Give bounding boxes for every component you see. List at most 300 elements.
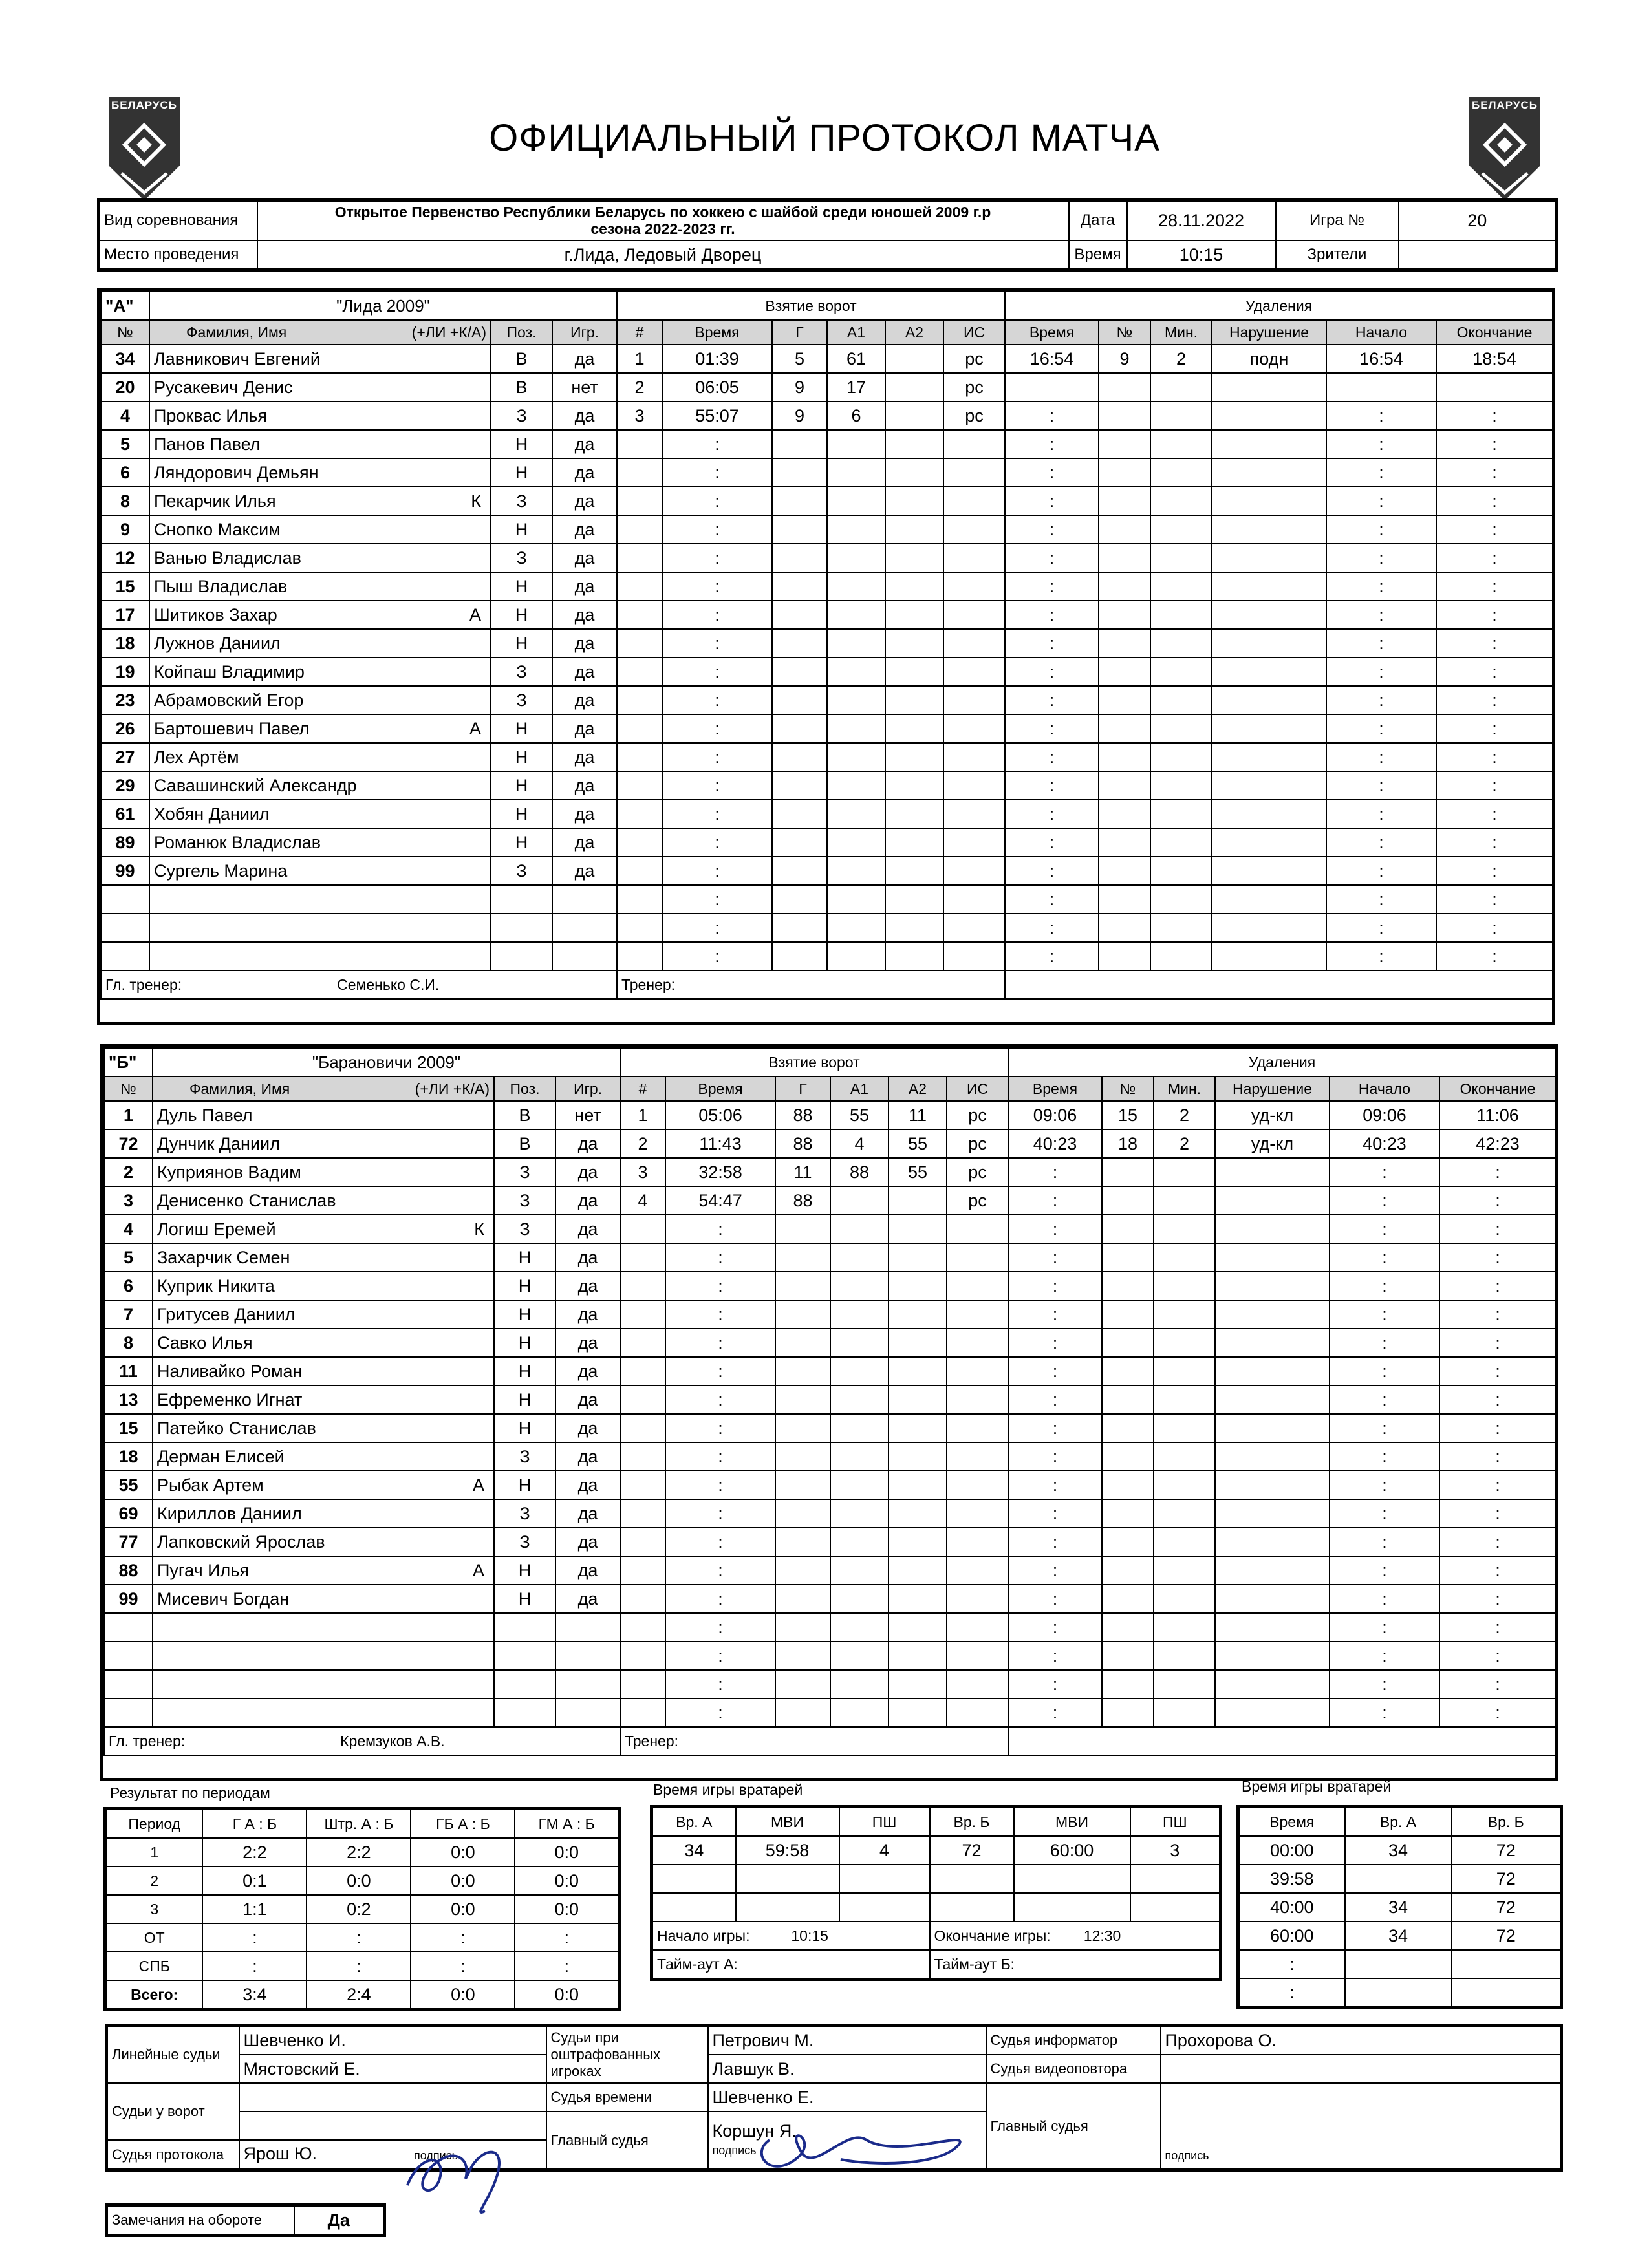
goal-empty <box>772 430 827 458</box>
col-pen-no: № <box>1102 1076 1154 1101</box>
goal-g: 9 <box>772 373 827 401</box>
goal-empty <box>827 572 885 601</box>
player-name-cell <box>153 1357 494 1385</box>
penalty-empty: : <box>1326 572 1436 601</box>
goal-empty <box>947 1300 1008 1329</box>
player-position: Н <box>491 743 552 771</box>
goal-empty <box>947 1243 1008 1272</box>
col-start: Начало <box>1326 320 1436 345</box>
period-cell: 0:0 <box>411 1838 515 1867</box>
player-name: Шитиков Захар <box>154 605 277 625</box>
end-label: Окончание игры: <box>934 1927 1051 1944</box>
penalty-time: 40:23 <box>1008 1129 1102 1158</box>
penalties-footer <box>1005 970 1553 999</box>
penalty-row <box>1005 828 1553 857</box>
period-cell: СПБ <box>105 1952 203 1980</box>
penalty-row <box>1005 515 1553 544</box>
goal-row <box>617 345 1005 373</box>
player-played: да <box>552 800 617 828</box>
penalty-empty: : <box>1330 1357 1439 1385</box>
period-cell: 2:4 <box>307 1980 411 2010</box>
table-row <box>101 914 617 942</box>
player-name: Рыбак Артем <box>157 1475 264 1495</box>
goal-row <box>620 1129 1008 1158</box>
goal-time: 32:58 <box>665 1158 775 1186</box>
goal-empty: : <box>665 1272 775 1300</box>
player-name: Бартошевич Павел <box>154 719 310 738</box>
penalty-empty: : <box>1436 458 1553 487</box>
goal-empty <box>943 771 1005 800</box>
player-name: Лавникович Евгений <box>154 349 320 369</box>
penalty-empty: : <box>1330 1499 1439 1528</box>
period-row <box>105 1867 620 1895</box>
goal-empty <box>827 828 885 857</box>
goal-empty <box>947 1585 1008 1613</box>
penalty-empty <box>1102 1613 1154 1642</box>
timekeeper-label: Судья времени <box>546 2083 708 2112</box>
goal-row <box>620 1357 1008 1385</box>
penalty-empty: : <box>1326 458 1436 487</box>
player-number <box>101 942 149 970</box>
penalty-empty: : <box>1436 743 1553 771</box>
goal-empty <box>620 1585 665 1613</box>
penalty-empty <box>1102 1642 1154 1670</box>
player-name-cell <box>149 345 491 373</box>
goal-empty <box>617 857 662 885</box>
col-pen-time: Время <box>1008 1076 1102 1101</box>
goalie-time-cell: 60:00 <box>1014 1836 1130 1865</box>
goal-empty <box>772 942 827 970</box>
penalty-empty: : <box>1436 658 1553 686</box>
referee2-label: Главный судья <box>986 2083 1161 2170</box>
goalie-change-cell <box>1452 1978 1562 2008</box>
goal-row <box>617 601 1005 629</box>
player-name-cell <box>153 1642 494 1670</box>
penalty-empty: : <box>1330 1471 1439 1499</box>
goal-empty <box>943 714 1005 743</box>
goal-empty <box>772 601 827 629</box>
goal-empty <box>885 487 943 515</box>
player-position: З <box>494 1499 555 1528</box>
table-row <box>104 1698 620 1727</box>
referee: Коршун Я. <box>712 2121 797 2141</box>
penalty-empty: : <box>1436 942 1553 970</box>
penalty-empty: : <box>1436 401 1553 430</box>
penalty-empty: : <box>1439 1357 1556 1385</box>
goal-empty <box>943 544 1005 572</box>
penalty-empty: : <box>1330 1528 1439 1556</box>
col-pos: Поз. <box>494 1076 555 1101</box>
col-a2: А2 <box>889 1076 947 1101</box>
player-number: 29 <box>101 771 149 800</box>
goal-empty <box>885 430 943 458</box>
goalie-change-col: Вр. Б <box>1452 1807 1562 1837</box>
player-played <box>552 942 617 970</box>
goal-empty <box>827 430 885 458</box>
player-played: да <box>555 1556 620 1585</box>
goalie-change-col: Время <box>1238 1807 1345 1837</box>
goal-empty <box>889 1670 947 1698</box>
goal-empty <box>617 828 662 857</box>
penalty-empty <box>1212 942 1326 970</box>
player-played: нет <box>552 373 617 401</box>
goal-empty <box>947 1329 1008 1357</box>
penalty-empty <box>1099 544 1150 572</box>
penalty-empty <box>1099 458 1150 487</box>
penalty-empty: : <box>1005 458 1099 487</box>
goal-empty: : <box>662 771 772 800</box>
goal-empty <box>617 714 662 743</box>
player-name: Куприянов Вадим <box>157 1162 301 1182</box>
timekeeper: Шевченко Е. <box>708 2083 986 2112</box>
penalty-empty: : <box>1008 1642 1102 1670</box>
penalty-empty <box>1215 1670 1330 1698</box>
goal-empty: : <box>662 914 772 942</box>
goal-row <box>617 401 1005 430</box>
goal-empty <box>617 515 662 544</box>
player-name-cell <box>153 1129 494 1158</box>
goal-empty <box>617 458 662 487</box>
goal-empty <box>889 1272 947 1300</box>
table-row <box>101 686 617 714</box>
penalty-row <box>1008 1357 1556 1385</box>
penalty-min: 2 <box>1154 1101 1215 1129</box>
goal-g: 11 <box>775 1158 830 1186</box>
penalty-empty: : <box>1439 1698 1556 1727</box>
penalty-empty <box>1102 1670 1154 1698</box>
table-row <box>104 1300 620 1329</box>
goal-empty <box>830 1528 889 1556</box>
player-name-cell <box>149 658 491 686</box>
penalty-empty <box>1099 714 1150 743</box>
penalty-empty <box>1154 1528 1215 1556</box>
goal-empty <box>617 629 662 658</box>
goal-empty <box>772 487 827 515</box>
goal-empty <box>617 800 662 828</box>
goal-empty <box>775 1329 830 1357</box>
player-name: Койпаш Владимир <box>154 662 305 681</box>
penalty-row <box>1008 1243 1556 1272</box>
player-position: З <box>491 658 552 686</box>
penalty-row <box>1008 1329 1556 1357</box>
penalty-empty: : <box>1439 1272 1556 1300</box>
player-position: Н <box>491 714 552 743</box>
penalty-empty: : <box>1330 1613 1439 1642</box>
player-name-cell <box>153 1698 494 1727</box>
spectators-label: Зрители <box>1276 241 1399 270</box>
player-played: да <box>552 544 617 572</box>
col-play: Игр. <box>552 320 617 345</box>
period-row <box>105 1838 620 1867</box>
penalty-empty <box>1102 1158 1154 1186</box>
penalty-empty: : <box>1008 1300 1102 1329</box>
player-name-cell <box>153 1442 494 1471</box>
goal-empty <box>620 1471 665 1499</box>
player-position: З <box>494 1158 555 1186</box>
video-judge-label: Судья видеоповтора <box>986 2055 1161 2083</box>
goal-empty <box>617 686 662 714</box>
goal-empty: : <box>665 1642 775 1670</box>
penalty-empty <box>1212 515 1326 544</box>
goal-empty <box>775 1471 830 1499</box>
goal-n: 1 <box>617 345 662 373</box>
goal-empty <box>889 1300 947 1329</box>
penalty-empty <box>1212 714 1326 743</box>
goal-empty <box>943 458 1005 487</box>
penalty-empty: : <box>1439 1215 1556 1243</box>
goalie-changes-title: Время игры вратарей <box>1242 1778 1392 1795</box>
player-number: 88 <box>104 1556 153 1585</box>
goal-a2: 55 <box>889 1129 947 1158</box>
penalty-empty <box>1215 1158 1330 1186</box>
goal-row <box>617 515 1005 544</box>
penalty-empty <box>1150 487 1212 515</box>
table-row <box>101 658 617 686</box>
penalty-empty: : <box>1330 1186 1439 1215</box>
penalty-row <box>1008 1215 1556 1243</box>
penalty-empty: : <box>1008 1471 1102 1499</box>
goal-row <box>617 857 1005 885</box>
goalie-time-cell: 4 <box>839 1836 930 1865</box>
goalie-time-cell: 72 <box>930 1836 1014 1865</box>
player-played <box>555 1670 620 1698</box>
goal-empty <box>620 1613 665 1642</box>
goal-empty <box>617 601 662 629</box>
penalty-empty: : <box>1436 885 1553 914</box>
goal-empty <box>943 857 1005 885</box>
goalie-change-cell: 39:58 <box>1238 1865 1345 1893</box>
goal-empty <box>885 714 943 743</box>
goal-empty <box>617 743 662 771</box>
penalty-empty: : <box>1005 771 1099 800</box>
penalty-empty <box>1154 1698 1215 1727</box>
goal-empty <box>947 1215 1008 1243</box>
penalty-empty <box>1099 686 1150 714</box>
table-row <box>104 1585 620 1613</box>
player-name-cell <box>149 857 491 885</box>
penalty-empty: : <box>1326 601 1436 629</box>
player-name-cell <box>153 1528 494 1556</box>
goal-empty <box>830 1300 889 1329</box>
player-number: 11 <box>104 1357 153 1385</box>
col-status-label: (+ЛИ +К/А) <box>415 1080 490 1097</box>
penalty-empty: : <box>1005 743 1099 771</box>
player-played: да <box>552 487 617 515</box>
goal-empty <box>830 1642 889 1670</box>
player-name: Абрамовский Егор <box>154 690 304 710</box>
penalty-empty <box>1154 1613 1215 1642</box>
goal-row <box>617 714 1005 743</box>
period-cell: 0:0 <box>411 1895 515 1923</box>
penalty-empty: : <box>1326 914 1436 942</box>
goal-empty <box>830 1329 889 1357</box>
period-row <box>105 1895 620 1923</box>
goal-empty <box>620 1329 665 1357</box>
player-position: Н <box>494 1357 555 1385</box>
player-played <box>555 1613 620 1642</box>
penalty-empty <box>1099 572 1150 601</box>
team-b-penalties-table <box>1008 1047 1557 1756</box>
player-name-cell <box>149 401 491 430</box>
table-row <box>101 800 617 828</box>
player-number: 12 <box>101 544 149 572</box>
player-played: да <box>555 1585 620 1613</box>
penalty-empty <box>1099 515 1150 544</box>
player-played <box>555 1642 620 1670</box>
player-name: Наливайко Роман <box>157 1362 303 1381</box>
penalty-empty <box>1150 714 1212 743</box>
goal-empty <box>775 1272 830 1300</box>
player-name-cell <box>153 1300 494 1329</box>
goal-empty <box>827 800 885 828</box>
goal-empty <box>885 771 943 800</box>
penalty-empty: : <box>1326 658 1436 686</box>
goal-row <box>617 800 1005 828</box>
goal-empty <box>885 601 943 629</box>
player-name-cell <box>149 828 491 857</box>
player-name: Кириллов Даниил <box>157 1504 302 1523</box>
goal-empty <box>889 1499 947 1528</box>
goal-empty <box>885 828 943 857</box>
goal-a1: 55 <box>830 1101 889 1129</box>
player-played: да <box>552 458 617 487</box>
goalie-time-col: МВИ <box>736 1807 839 1837</box>
goal-is: рс <box>947 1186 1008 1215</box>
player-position: Н <box>491 771 552 800</box>
goal-a1: 61 <box>827 345 885 373</box>
player-number: 3 <box>104 1186 153 1215</box>
goal-empty <box>943 515 1005 544</box>
coach-label: Тренер: <box>620 1727 1008 1755</box>
goal-a1: 17 <box>827 373 885 401</box>
linesmen-label: Линейные судьи <box>107 2026 239 2084</box>
penalty-empty <box>1099 771 1150 800</box>
player-position: З <box>491 686 552 714</box>
goal-empty <box>830 1215 889 1243</box>
penalty-empty <box>1215 1556 1330 1585</box>
col-end: Окончание <box>1436 320 1553 345</box>
penalty-row <box>1005 487 1553 515</box>
goalie-change-cell: 72 <box>1452 1836 1562 1865</box>
period-cell: 2 <box>105 1867 203 1895</box>
penalty-empty: : <box>1326 515 1436 544</box>
penalty-empty: : <box>1008 1556 1102 1585</box>
goal-empty <box>617 885 662 914</box>
table-row <box>101 458 617 487</box>
player-name-cell <box>149 686 491 714</box>
table-row <box>104 1101 620 1129</box>
goal-is: рс <box>943 373 1005 401</box>
player-name-cell <box>153 1499 494 1528</box>
goal-empty <box>620 1642 665 1670</box>
goal-empty <box>775 1243 830 1272</box>
player-name-cell <box>153 1101 494 1129</box>
col-no: № <box>101 320 149 345</box>
penalty-empty <box>1154 1499 1215 1528</box>
penalty-empty <box>1150 828 1212 857</box>
player-name-cell <box>153 1670 494 1698</box>
linesman-2: Мястовский Е. <box>239 2055 546 2083</box>
penalty-empty <box>1154 1471 1215 1499</box>
player-name-cell <box>149 430 491 458</box>
period-cell: : <box>515 1923 619 1952</box>
goal-empty <box>885 743 943 771</box>
player-name-cell <box>149 714 491 743</box>
goalie-time-col: Вр. Б <box>930 1807 1014 1837</box>
penalty-empty <box>1154 1158 1215 1186</box>
penalty-empty: : <box>1005 601 1099 629</box>
penalty-empty <box>1154 1243 1215 1272</box>
penalty-time: 09:06 <box>1008 1101 1102 1129</box>
goal-row <box>620 1471 1008 1499</box>
goalie-change-row <box>1238 1865 1562 1893</box>
player-name: Проквас Илья <box>154 406 268 425</box>
player-mark: К <box>474 1219 484 1239</box>
penalty-empty <box>1099 430 1150 458</box>
penalty-empty <box>1150 658 1212 686</box>
goal-empty: : <box>665 1385 775 1414</box>
scorer-signature-icon <box>394 2127 543 2224</box>
goal-a2 <box>885 401 943 430</box>
goalie-change-cell: 34 <box>1345 1921 1452 1950</box>
goal-empty <box>885 458 943 487</box>
goal-row <box>617 373 1005 401</box>
player-number: 72 <box>104 1129 153 1158</box>
goal-empty <box>617 430 662 458</box>
goal-row <box>620 1698 1008 1727</box>
penalty-empty <box>1212 629 1326 658</box>
player-played: да <box>552 658 617 686</box>
goal-row <box>617 686 1005 714</box>
player-name: Пекарчик Илья <box>154 491 276 511</box>
period-row <box>105 1923 620 1952</box>
goal-row <box>617 658 1005 686</box>
penalty-empty <box>1215 1215 1330 1243</box>
penalty-end: 18:54 <box>1436 345 1553 373</box>
penalty-empty <box>1212 373 1326 401</box>
goal-empty: : <box>665 1499 775 1528</box>
goal-empty: : <box>665 1670 775 1698</box>
player-number: 2 <box>104 1158 153 1186</box>
goal-empty: : <box>665 1442 775 1471</box>
penalty-empty: : <box>1005 857 1099 885</box>
player-position: Н <box>491 601 552 629</box>
penalty-empty: : <box>1326 942 1436 970</box>
player-position: З <box>491 544 552 572</box>
player-number: 6 <box>104 1272 153 1300</box>
player-number: 77 <box>104 1528 153 1556</box>
goalie-change-col: Вр. А <box>1345 1807 1452 1837</box>
penalty-empty: : <box>1008 1385 1102 1414</box>
penalty-empty <box>1215 1528 1330 1556</box>
penalty-empty <box>1150 857 1212 885</box>
table-row <box>104 1670 620 1698</box>
penalty-empty: : <box>1326 828 1436 857</box>
penalty-empty <box>1150 458 1212 487</box>
goal-empty <box>620 1698 665 1727</box>
player-number: 20 <box>101 373 149 401</box>
player-position: З <box>494 1442 555 1471</box>
goal-row <box>620 1585 1008 1613</box>
penalty-empty: : <box>1439 1613 1556 1642</box>
penalty-empty: : <box>1008 1414 1102 1442</box>
player-position: Н <box>491 800 552 828</box>
goal-time: 01:39 <box>662 345 772 373</box>
penalty-empty: : <box>1330 1585 1439 1613</box>
goal-empty <box>885 942 943 970</box>
goal-empty <box>943 885 1005 914</box>
penalty-empty: : <box>1005 572 1099 601</box>
